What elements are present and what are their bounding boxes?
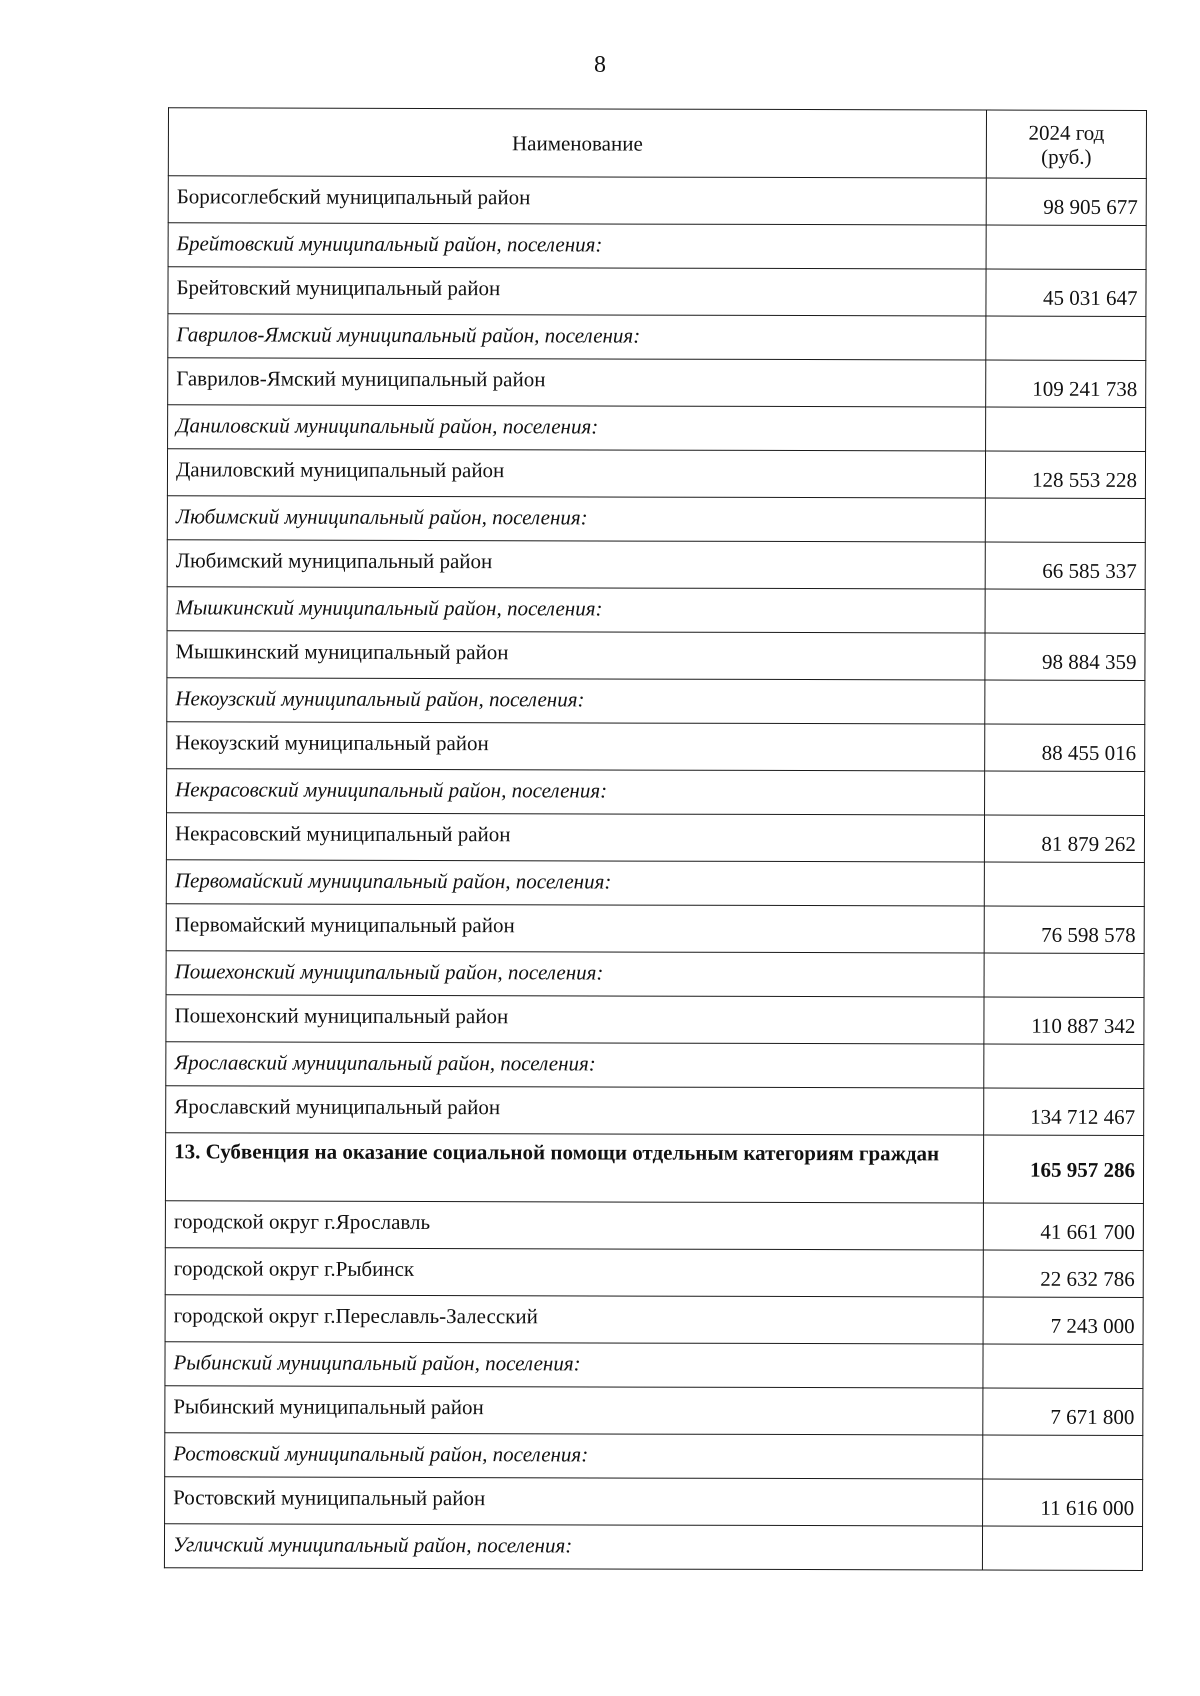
subheader-row xyxy=(167,769,1145,816)
subheader-label: Пошехонский муниципальный район, поселения: xyxy=(166,951,984,997)
amount-cell xyxy=(985,680,1145,724)
district-name: Первомайский муниципальный район xyxy=(166,904,984,953)
subheader-label: Угличский муниципальный район, поселения: xyxy=(164,1524,982,1570)
amount-cell: 109 241 738 xyxy=(986,360,1146,407)
table-row xyxy=(166,813,1144,863)
table-row xyxy=(167,540,1145,590)
amount-cell: 45 031 647 xyxy=(986,269,1146,316)
district-name: Брейтовский муниципальный район xyxy=(168,267,986,316)
amount-cell xyxy=(984,1044,1144,1088)
district-name: Ярославский муниципальный район xyxy=(166,1086,984,1135)
district-name: Мышкинский муниципальный район xyxy=(167,631,985,680)
subheader-row xyxy=(166,860,1144,907)
amount-cell: 134 712 467 xyxy=(984,1088,1144,1135)
table-row xyxy=(166,904,1144,954)
district-name: Рыбинский муниципальный район xyxy=(165,1386,983,1435)
district-name: Некрасовский муниципальный район xyxy=(166,813,984,862)
amount-cell: 66 585 337 xyxy=(985,542,1145,589)
amount-cell xyxy=(983,1344,1143,1388)
table-row xyxy=(168,267,1146,317)
subheader-label: Даниловский муниципальный район, поселения: xyxy=(168,405,986,451)
table-header-row xyxy=(168,108,1146,179)
subheader-row xyxy=(168,314,1146,361)
amount-cell: 76 598 578 xyxy=(984,906,1144,953)
subheader-row xyxy=(164,1524,1142,1571)
table-row xyxy=(167,449,1145,499)
subheader-label: Любимский муниципальный район, поселения: xyxy=(167,496,985,542)
page-number: 8 xyxy=(594,52,606,78)
district-name: городской округ г.Рыбинск xyxy=(165,1248,983,1297)
table-row xyxy=(165,1386,1143,1436)
subheader-row xyxy=(165,1433,1143,1480)
amount-cell: 41 661 700 xyxy=(983,1203,1143,1250)
subheader-row xyxy=(166,951,1144,998)
column-header-year xyxy=(986,110,1146,178)
subheader-label: Мышкинский муниципальный район, поселения: xyxy=(167,587,985,633)
table-row xyxy=(167,631,1145,681)
subheader-row xyxy=(167,587,1145,634)
table-row xyxy=(166,1086,1144,1136)
amount-cell xyxy=(983,1435,1143,1479)
amount-cell xyxy=(986,407,1146,451)
table-row xyxy=(165,1295,1143,1345)
subheader-row xyxy=(166,1042,1144,1089)
subheader-row xyxy=(168,223,1146,270)
table-row xyxy=(168,358,1146,408)
district-name: Пошехонский муниципальный район xyxy=(166,995,984,1044)
table-row xyxy=(165,1201,1143,1251)
subheader-label: Некрасовский муниципальный район, поселения: xyxy=(167,769,985,815)
subheader-label: Брейтовский муниципальный район, поселения: xyxy=(168,223,986,269)
subheader-label: Некоузский муниципальный район, поселения: xyxy=(167,678,985,724)
district-name: Гаврилов-Ямский муниципальный район xyxy=(168,358,986,407)
column-header-year-label: 2024 год xyxy=(1028,120,1105,145)
table-body xyxy=(164,176,1146,1571)
subheader-label: Рыбинский муниципальный район, поселения: xyxy=(165,1342,983,1388)
column-header-unit: (руб.) xyxy=(1041,144,1092,169)
subheader-row xyxy=(165,1342,1143,1389)
amount-cell: 7 671 800 xyxy=(983,1388,1143,1435)
subheader-row xyxy=(168,405,1146,452)
section-total: 165 957 286 xyxy=(983,1135,1143,1203)
amount-cell: 98 905 677 xyxy=(986,178,1146,225)
amount-cell: 81 879 262 xyxy=(984,815,1144,862)
district-name: городской округ г.Переславль-Залесский xyxy=(165,1295,983,1344)
amount-cell: 128 553 228 xyxy=(985,451,1145,498)
amount-cell xyxy=(986,225,1146,269)
amount-cell xyxy=(984,953,1144,997)
table-row xyxy=(165,1477,1143,1527)
district-name: Ростовский муниципальный район xyxy=(165,1477,983,1526)
table-row xyxy=(165,1248,1143,1298)
subheader-row xyxy=(167,678,1145,725)
district-name: Даниловский муниципальный район xyxy=(167,449,985,498)
amount-cell xyxy=(986,316,1146,360)
amount-cell: 22 632 786 xyxy=(983,1250,1143,1297)
amount-cell xyxy=(985,498,1145,542)
amount-cell xyxy=(985,589,1145,633)
district-name: Любимский муниципальный район xyxy=(167,540,985,589)
section-row xyxy=(165,1133,1143,1204)
column-header-name: Наименование xyxy=(168,108,986,178)
amount-cell: 98 884 359 xyxy=(985,633,1145,680)
table-row xyxy=(166,995,1144,1045)
district-name: Некоузский муниципальный район xyxy=(167,722,985,771)
table-row xyxy=(167,722,1145,772)
section-title: 13. Субвенция на оказание социальной помощи отдельным категориям граждан xyxy=(165,1133,983,1203)
amount-cell xyxy=(984,862,1144,906)
district-name: Борисоглебский муниципальный район xyxy=(168,176,986,225)
amount-cell xyxy=(985,771,1145,815)
amount-cell: 7 243 000 xyxy=(983,1297,1143,1344)
subheader-label: Гаврилов-Ямский муниципальный район, поселения: xyxy=(168,314,986,360)
subheader-label: Первомайский муниципальный район, поселения: xyxy=(166,860,984,906)
district-name: городской округ г.Ярославль xyxy=(165,1201,983,1250)
amount-cell xyxy=(982,1526,1142,1570)
budget-table-container xyxy=(164,107,1146,1571)
amount-cell: 11 616 000 xyxy=(983,1479,1143,1526)
table-row xyxy=(168,176,1146,226)
amount-cell: 88 455 016 xyxy=(985,724,1145,771)
subheader-row xyxy=(167,496,1145,543)
subheader-label: Ярославский муниципальный район, поселения: xyxy=(166,1042,984,1088)
subheader-label: Ростовский муниципальный район, поселения: xyxy=(165,1433,983,1479)
amount-cell: 110 887 342 xyxy=(984,997,1144,1044)
budget-table xyxy=(164,107,1147,1571)
